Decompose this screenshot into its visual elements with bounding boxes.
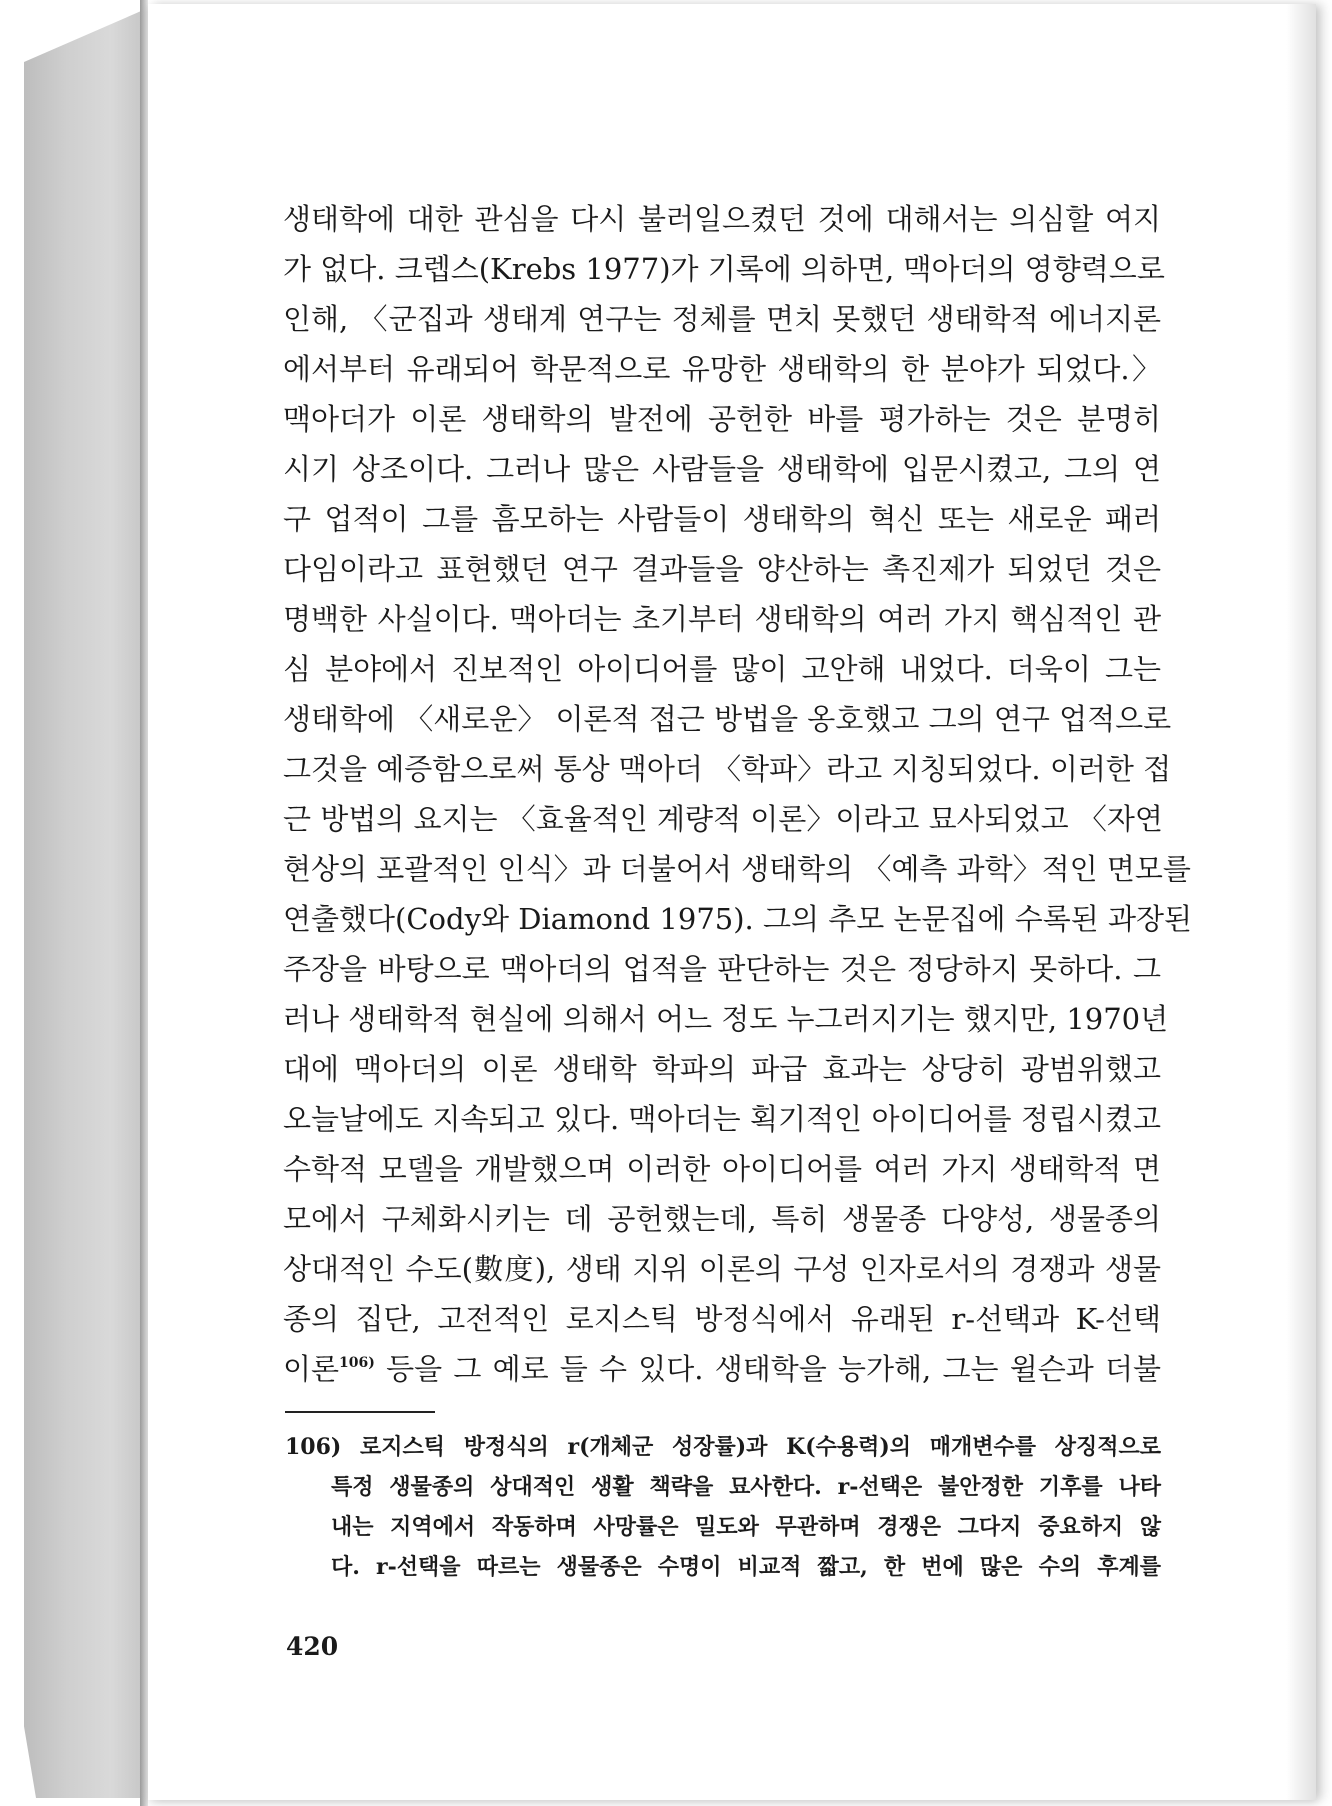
page-edge-shadow <box>1286 4 1316 1800</box>
body-line: 모에서 구체화시키는 데 공헌했는데, 특히 생물종 다양성, 생물종의 <box>283 1202 1161 1236</box>
body-line: 에서부터 유래되어 학문적으로 유망한 생태학의 한 분야가 되었다.〉 <box>283 352 1161 386</box>
book-spine <box>24 8 148 1798</box>
spine-edge <box>140 0 148 1806</box>
body-line: 수학적 모델을 개발했으며 이러한 아이디어를 여러 가지 생태학적 면 <box>283 1152 1161 1186</box>
book-page <box>148 4 1316 1800</box>
footnote-reference[interactable]: 106) <box>339 1355 375 1371</box>
body-line: 생태학에 대한 관심을 다시 불러일으켰던 것에 대해서는 의심할 여지 <box>283 202 1161 236</box>
last-line-start: 이론 <box>283 1352 340 1386</box>
footnote-rule <box>285 1411 435 1413</box>
body-line: 인해, 〈군집과 생태계 연구는 정체를 면치 못했던 생태학적 에너지론 <box>283 302 1161 336</box>
body-line: 심 분야에서 진보적인 아이디어를 많이 고안해 내었다. 더욱이 그는 <box>283 652 1161 686</box>
body-line: 생태학에 〈새로운〉 이론적 접근 방법을 옹호했고 그의 연구 업적으로 <box>283 702 1172 736</box>
body-line: 러나 생태학적 현실에 의해서 어느 정도 누그러지기는 했지만, 1970년 <box>283 1002 1169 1036</box>
body-line: 가 없다. 크렙스(Krebs 1977)가 기록에 의하면, 맥아더의 영향력으로 <box>283 252 1165 286</box>
body-line-last <box>283 1344 1161 1394</box>
body-line: 근 방법의 요지는 〈효율적인 계량적 이론〉이라고 묘사되었고 〈자연 <box>283 802 1163 836</box>
body-line: 종의 집단, 고전적인 로지스틱 방정식에서 유래된 r-선택과 K-선택 <box>283 1302 1161 1336</box>
body-line: 주장을 바탕으로 맥아더의 업적을 판단하는 것은 정당하지 못하다. 그 <box>283 952 1161 986</box>
body-line: 구 업적이 그를 흠모하는 사람들이 생태학의 혁신 또는 새로운 패러 <box>283 502 1161 536</box>
footnotes <box>285 1427 1161 1587</box>
footnote-line: 다. r-선택을 따르는 생물종은 수명이 비교적 짧고, 한 번에 많은 수의 후계를 <box>331 1554 1161 1580</box>
last-line-end: 등을 그 예로 들 수 있다. 생태학을 능가해, 그는 윌슨과 더불 <box>374 1352 1161 1386</box>
body-line: 시기 상조이다. 그러나 많은 사람들을 생태학에 입문시켰고, 그의 연 <box>283 452 1161 486</box>
body-line: 다임이라고 표현했던 연구 결과들을 양산하는 촉진제가 되었던 것은 <box>283 552 1161 586</box>
body-line: 연출했다(Cody와 Diamond 1975). 그의 추모 논문집에 수록된 과장된 <box>283 902 1193 936</box>
body-line: 현상의 포괄적인 인식〉과 더불어서 생태학의 〈예측 과학〉적인 면모를 <box>283 852 1191 886</box>
body-line: 상대적인 수도(數度), 생태 지위 이론의 구성 인자로서의 경쟁과 생물 <box>283 1252 1161 1286</box>
page-number: 420 <box>286 1632 339 1661</box>
body-line: 오늘날에도 지속되고 있다. 맥아더는 획기적인 아이디어를 정립시켰고 <box>283 1102 1161 1136</box>
body-line: 대에 맥아더의 이론 생태학 학파의 파급 효과는 상당히 광범위했고 <box>283 1052 1161 1086</box>
footnote-line: 106) 로지스틱 방정식의 r(개체군 성장률)과 K(수용력)의 매개변수를 상징적으로 <box>285 1434 1161 1460</box>
footnote-line: 내는 지역에서 작동하며 사망률은 밀도와 무관하며 경쟁은 그다지 중요하지 않 <box>331 1514 1161 1540</box>
body-text <box>283 194 1193 1394</box>
body-line: 맥아더가 이론 생태학의 발전에 공헌한 바를 평가하는 것은 분명히 <box>283 402 1161 436</box>
body-line: 명백한 사실이다. 맥아더는 초기부터 생태학의 여러 가지 핵심적인 관 <box>283 602 1161 636</box>
footnote-line: 특정 생물종의 상대적인 생활 책략을 묘사한다. r-선택은 불안정한 기후를 나타 <box>331 1474 1161 1500</box>
body-line: 그것을 예증함으로써 통상 맥아더 〈학파〉라고 지칭되었다. 이러한 접 <box>283 752 1172 786</box>
